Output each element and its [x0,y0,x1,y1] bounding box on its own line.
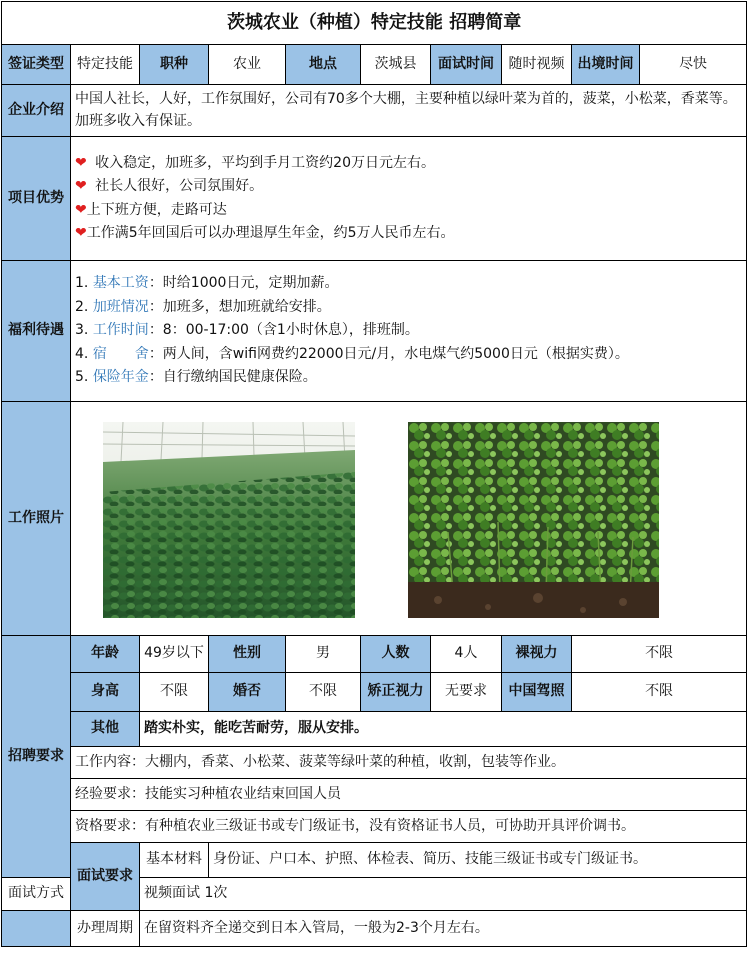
advantage-item: ❤上下班方便，走路可达 [75,201,227,218]
company-intro-label: 企业介绍 [2,85,71,137]
welfare-item: 2. 加班情况：加班多，想加班就给安排。 [75,298,331,315]
recruitment-table [1,1,747,947]
qualification-requirement: 资格要求：有种植农业三级证书或专门级证书，没有资格证书人员，可协助开具评价调书。 [71,811,747,843]
height-value: 不限 [140,673,209,712]
driver-license-value: 不限 [572,673,747,712]
work-photos [71,402,747,636]
work-content: 工作内容：大棚内，香菜、小松菜、菠菜等绿叶菜的种植，收割，包装等作业。 [71,747,747,779]
heart-icon: ❤ [75,178,87,195]
height-label: 身高 [71,673,140,712]
marital-status-label: 婚否 [209,673,286,712]
age-value: 49岁以下 [140,636,209,673]
corrected-vision-value: 无要求 [431,673,502,712]
page-title: 茨城农业（种植）特定技能 招聘简章 [2,2,747,45]
processing-period-label: 办理周期 [71,911,140,947]
advantage-item: ❤工作满5年回国后可以办理退厚生年金，约5万人民币左右。 [75,224,455,241]
driver-license-label: 中国驾照 [502,673,572,712]
age-label: 年龄 [71,636,140,673]
blank-header-cell [2,911,71,947]
welfare-list [71,261,747,402]
gender-label: 性别 [209,636,286,673]
company-intro-text: 中国人社长，人好，工作氛围好，公司有70多个大棚，主要种植以绿叶菜为首的，菠菜，小松菜，香菜等。加班多收入有保证。 [71,85,747,137]
other-value: 踏实朴实，能吃苦耐劳，服从安排。 [140,712,747,747]
headcount-value: 4人 [431,636,502,673]
advantages-label: 项目优势 [2,137,71,261]
interview-requirements-label: 面试要求 [71,843,140,911]
welfare-item: 3. 工作时间：8：00-17:00（含1小时休息），排班制。 [75,322,419,339]
heart-icon: ❤ [75,224,87,241]
cilantro-photo [408,422,659,618]
headcount-label: 人数 [361,636,431,673]
departure-time-label: 出境时间 [572,45,640,85]
interview-method-value: 视频面试 1次 [140,878,747,911]
advantage-item: ❤ 收入稳定，加班多，平均到手月工资约20万日元左右。 [75,155,435,172]
departure-time-value: 尽快 [640,45,747,85]
visa-type-value: 特定技能 [71,45,140,85]
gender-value: 男 [286,636,361,673]
location-label: 地点 [286,45,361,85]
interview-time-label: 面试时间 [431,45,502,85]
processing-period-value: 在留资料齐全递交到日本入管局，一般为2-3个月左右。 [140,911,747,947]
materials-label: 基本材料 [140,843,209,878]
naked-vision-value: 不限 [572,636,747,673]
job-type-label: 职种 [140,45,209,85]
greenhouse-photo [103,422,355,618]
recruit-requirements-label: 招聘要求 [2,636,71,878]
heart-icon: ❤ [75,201,87,218]
visa-type-label: 签证类型 [2,45,71,85]
work-photos-label: 工作照片 [2,402,71,636]
marital-status-value: 不限 [286,673,361,712]
welfare-item: 4. 宿 舍：两人间，含wifi网费约22000日元/月，水电煤气约5000日元（根据实费）。 [75,345,629,362]
location-value: 茨城县 [361,45,431,85]
interview-time-value: 随时视频 [502,45,572,85]
advantages-list [71,137,747,261]
heart-icon: ❤ [75,155,87,172]
naked-vision-label: 裸视力 [502,636,572,673]
welfare-label: 福利待遇 [2,261,71,402]
other-label: 其他 [71,712,140,747]
advantage-item: ❤ 社长人很好，公司氛围好。 [75,178,264,195]
corrected-vision-label: 矫正视力 [361,673,431,712]
welfare-item: 1. 基本工资：时给1000日元，定期加薪。 [75,275,339,292]
experience-requirement: 经验要求：技能实习种植农业结束回国人员 [71,779,747,811]
welfare-item: 5. 保险年金：自行缴纳国民健康保险。 [75,369,317,386]
interview-method-label: 面试方式 [2,878,71,911]
materials-value: 身份证、户口本、护照、体检表、简历、技能三级证书或专门级证书。 [209,843,747,878]
job-type-value: 农业 [209,45,286,85]
